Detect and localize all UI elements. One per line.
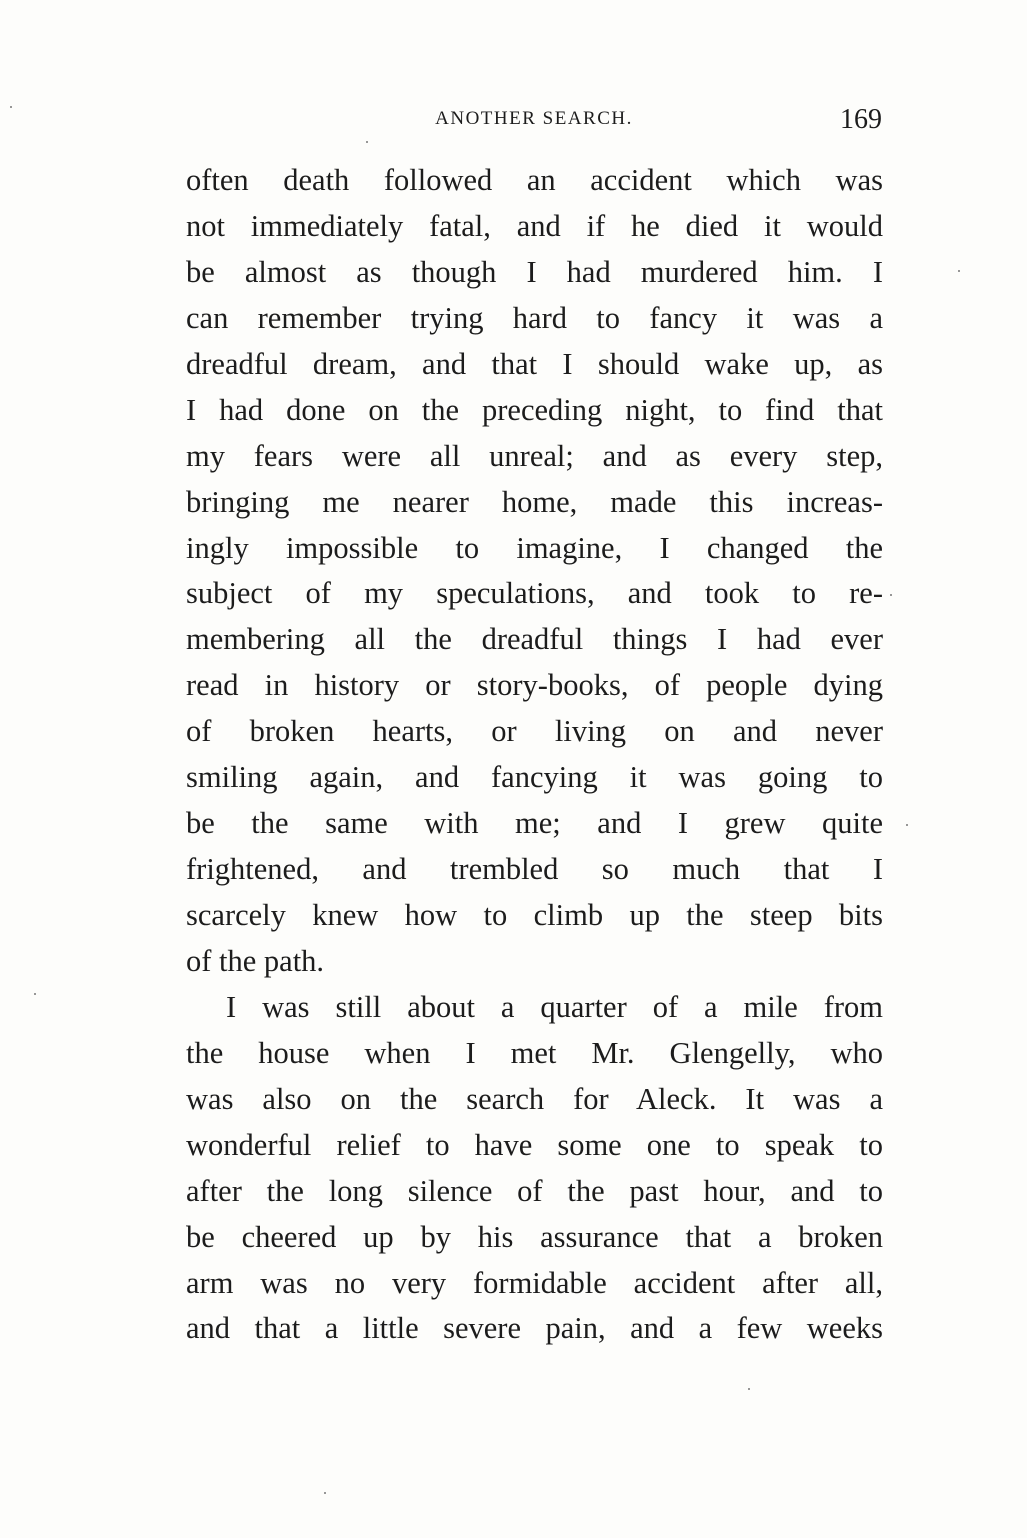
- text-line: bringing me nearer home, made this increas-: [186, 484, 883, 519]
- text-line: frightened, and trembled so much that I: [186, 852, 883, 887]
- scan-speck: [366, 141, 368, 143]
- text-line: ingly impossible to imagine, I changed the: [186, 530, 883, 565]
- text-line: be almost as though I had murdered him. I: [186, 254, 883, 289]
- text-line: after the long silence of the past hour, and to: [186, 1173, 883, 1208]
- paragraph-end-line: of the path.: [186, 943, 325, 978]
- text-line: be the same with me; and I grew quite: [186, 806, 883, 841]
- text-line: smiling again, and fancying it was going to: [186, 760, 883, 795]
- running-head: [186, 104, 882, 136]
- paragraph-start-line: I was still about a quarter of a mile from: [226, 989, 883, 1024]
- text-line: wonderful relief to have some one to speak to: [186, 1127, 883, 1162]
- text-line: read in history or story-books, of people dying: [186, 668, 883, 703]
- text-line: subject of my speculations, and took to re-: [186, 576, 883, 611]
- scan-speck: [906, 824, 908, 826]
- text-line: my fears were all unreal; and as every step,: [186, 438, 883, 473]
- text-line: not immediately fatal, and if he died it would: [186, 208, 883, 243]
- text-line: of broken hearts, or living on and never: [186, 714, 883, 749]
- text-line: can remember trying hard to fancy it was a: [186, 300, 883, 335]
- scan-speck: [890, 594, 892, 596]
- page-number: 169: [840, 104, 882, 135]
- text-line: I had done on the preceding night, to find that: [186, 392, 883, 427]
- text-line: dreadful dream, and that I should wake up, as: [186, 346, 883, 381]
- scan-speck: [958, 270, 960, 272]
- scan-speck: [34, 993, 36, 995]
- body-text: [186, 158, 883, 1352]
- text-line: and that a little severe pain, and a few weeks: [186, 1311, 883, 1346]
- scan-speck: [324, 1492, 326, 1494]
- running-title: ANOTHER SEARCH.: [435, 108, 633, 129]
- scan-speck: [10, 106, 12, 108]
- text-line: often death followed an accident which was: [186, 163, 883, 197]
- text-line: was also on the search for Aleck. It was a: [186, 1081, 883, 1116]
- text-line: membering all the dreadful things I had ever: [186, 622, 883, 657]
- scan-speck: [748, 1388, 750, 1390]
- text-line: the house when I met Mr. Glengelly, who: [186, 1035, 883, 1070]
- text-line: arm was no very formidable accident after all,: [186, 1265, 883, 1300]
- text-line: be cheered up by his assurance that a broken: [186, 1219, 883, 1254]
- text-line: scarcely knew how to climb up the steep bits: [186, 898, 883, 932]
